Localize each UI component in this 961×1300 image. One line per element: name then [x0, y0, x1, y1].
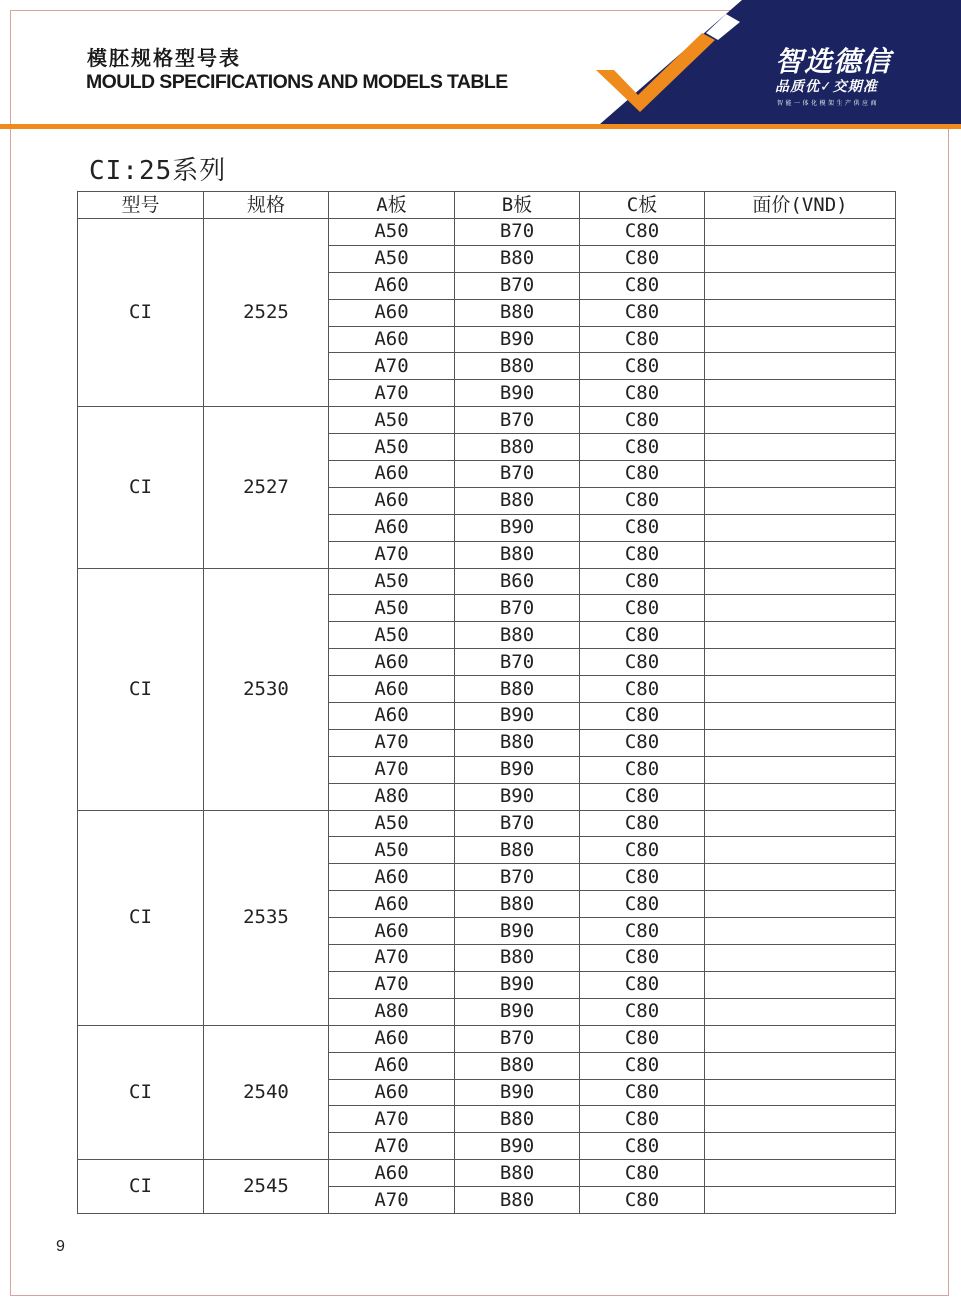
b-plate-cell: B90 [455, 1133, 580, 1160]
c-plate-cell: C80 [580, 998, 705, 1025]
price-cell [705, 756, 896, 783]
price-cell [705, 945, 896, 972]
price-cell [705, 649, 896, 676]
b-plate-cell: B70 [455, 595, 580, 622]
a-plate-cell: A70 [329, 971, 455, 998]
a-plate-cell: A70 [329, 945, 455, 972]
a-plate-cell: A50 [329, 219, 455, 246]
c-plate-cell: C80 [580, 864, 705, 891]
c-plate-cell: C80 [580, 487, 705, 514]
c-plate-cell: C80 [580, 676, 705, 703]
b-plate-cell: B70 [455, 810, 580, 837]
c-plate-cell: C80 [580, 1160, 705, 1187]
b-plate-cell: B80 [455, 1160, 580, 1187]
a-plate-cell: A70 [329, 756, 455, 783]
a-plate-cell: A60 [329, 1079, 455, 1106]
price-cell [705, 541, 896, 568]
a-plate-cell: A50 [329, 810, 455, 837]
c-plate-cell: C80 [580, 380, 705, 407]
table-header-row [78, 192, 896, 219]
spec-cell: 2530 [204, 568, 329, 810]
table-body [78, 219, 896, 1214]
c-plate-cell: C80 [580, 1187, 705, 1214]
price-cell [705, 676, 896, 703]
spec-table [77, 191, 896, 1214]
a-plate-cell: A60 [329, 1052, 455, 1079]
table-row [78, 219, 896, 246]
model-cell: CI [78, 407, 204, 568]
a-plate-cell: A60 [329, 864, 455, 891]
table-row [78, 568, 896, 595]
b-plate-cell: B80 [455, 299, 580, 326]
c-plate-cell: C80 [580, 649, 705, 676]
c-plate-cell: C80 [580, 1106, 705, 1133]
b-plate-cell: B90 [455, 971, 580, 998]
b-plate-cell: B80 [455, 837, 580, 864]
c-plate-cell: C80 [580, 595, 705, 622]
c-plate-cell: C80 [580, 971, 705, 998]
spec-cell: 2545 [204, 1160, 329, 1214]
price-cell [705, 245, 896, 272]
spec-cell: 2535 [204, 810, 329, 1025]
b-plate-cell: B80 [455, 622, 580, 649]
a-plate-cell: A60 [329, 326, 455, 353]
b-plate-cell: B70 [455, 649, 580, 676]
a-plate-cell: A70 [329, 353, 455, 380]
b-plate-cell: B80 [455, 1187, 580, 1214]
c-plate-cell: C80 [580, 756, 705, 783]
b-plate-cell: B80 [455, 353, 580, 380]
price-cell [705, 487, 896, 514]
b-plate-cell: B90 [455, 326, 580, 353]
c-plate-cell: C80 [580, 1052, 705, 1079]
c-plate-cell: C80 [580, 1133, 705, 1160]
b-plate-cell: B70 [455, 219, 580, 246]
a-plate-cell: A60 [329, 649, 455, 676]
b-plate-cell: B70 [455, 272, 580, 299]
model-cell: CI [78, 1160, 204, 1214]
b-plate-cell: B70 [455, 1025, 580, 1052]
price-cell [705, 1025, 896, 1052]
b-plate-cell: B70 [455, 461, 580, 488]
c-plate-cell: C80 [580, 245, 705, 272]
brand-name: 智选德信 [775, 45, 892, 78]
c-plate-cell: C80 [580, 461, 705, 488]
c-plate-cell: C80 [580, 945, 705, 972]
header-spec: 规格 [204, 192, 329, 219]
price-cell [705, 1187, 896, 1214]
price-cell [705, 380, 896, 407]
price-cell [705, 918, 896, 945]
b-plate-cell: B90 [455, 1079, 580, 1106]
c-plate-cell: C80 [580, 568, 705, 595]
b-plate-cell: B60 [455, 568, 580, 595]
a-plate-cell: A70 [329, 541, 455, 568]
a-plate-cell: A50 [329, 568, 455, 595]
price-cell [705, 407, 896, 434]
price-cell [705, 299, 896, 326]
table-row [78, 1160, 896, 1187]
a-plate-cell: A60 [329, 299, 455, 326]
table-row [78, 407, 896, 434]
c-plate-cell: C80 [580, 353, 705, 380]
a-plate-cell: A70 [329, 1187, 455, 1214]
c-plate-cell: C80 [580, 434, 705, 461]
a-plate-cell: A60 [329, 1025, 455, 1052]
c-plate-cell: C80 [580, 810, 705, 837]
b-plate-cell: B90 [455, 703, 580, 730]
a-plate-cell: A70 [329, 1133, 455, 1160]
price-cell [705, 810, 896, 837]
price-cell [705, 837, 896, 864]
a-plate-cell: A50 [329, 245, 455, 272]
a-plate-cell: A80 [329, 998, 455, 1025]
header-divider [0, 124, 961, 129]
c-plate-cell: C80 [580, 783, 705, 810]
table-row [78, 1025, 896, 1052]
a-plate-cell: A50 [329, 837, 455, 864]
a-plate-cell: A60 [329, 891, 455, 918]
b-plate-cell: B80 [455, 1106, 580, 1133]
price-cell [705, 1160, 896, 1187]
price-cell [705, 998, 896, 1025]
price-cell [705, 783, 896, 810]
a-plate-cell: A80 [329, 783, 455, 810]
b-plate-cell: B70 [455, 407, 580, 434]
a-plate-cell: A50 [329, 595, 455, 622]
price-cell [705, 1133, 896, 1160]
c-plate-cell: C80 [580, 541, 705, 568]
price-cell [705, 514, 896, 541]
c-plate-cell: C80 [580, 837, 705, 864]
b-plate-cell: B80 [455, 676, 580, 703]
page-title-cn: 模胚规格型号表 [87, 46, 241, 70]
b-plate-cell: B80 [455, 1052, 580, 1079]
a-plate-cell: A50 [329, 622, 455, 649]
a-plate-cell: A60 [329, 676, 455, 703]
c-plate-cell: C80 [580, 299, 705, 326]
price-cell [705, 434, 896, 461]
brand-slogan: 品质优✓交期准 [775, 79, 878, 95]
series-title: CI:25系列 [89, 156, 227, 186]
model-cell: CI [78, 219, 204, 407]
price-cell [705, 461, 896, 488]
c-plate-cell: C80 [580, 514, 705, 541]
c-plate-cell: C80 [580, 891, 705, 918]
header-c-plate: C板 [580, 192, 705, 219]
brand-tagline: 智能一体化模架生产供应商 [777, 100, 880, 107]
b-plate-cell: B80 [455, 245, 580, 272]
price-cell [705, 891, 896, 918]
c-plate-cell: C80 [580, 1025, 705, 1052]
b-plate-cell: B80 [455, 891, 580, 918]
a-plate-cell: A60 [329, 461, 455, 488]
b-plate-cell: B90 [455, 514, 580, 541]
c-plate-cell: C80 [580, 407, 705, 434]
b-plate-cell: B90 [455, 783, 580, 810]
a-plate-cell: A60 [329, 703, 455, 730]
price-cell [705, 1052, 896, 1079]
c-plate-cell: C80 [580, 729, 705, 756]
header-model: 型号 [78, 192, 204, 219]
model-cell: CI [78, 1025, 204, 1159]
b-plate-cell: B90 [455, 918, 580, 945]
price-cell [705, 729, 896, 756]
b-plate-cell: B80 [455, 729, 580, 756]
b-plate-cell: B90 [455, 380, 580, 407]
c-plate-cell: C80 [580, 1079, 705, 1106]
spec-cell: 2540 [204, 1025, 329, 1159]
a-plate-cell: A60 [329, 1160, 455, 1187]
b-plate-cell: B80 [455, 487, 580, 514]
price-cell [705, 353, 896, 380]
price-cell [705, 864, 896, 891]
header-price: 面价(VND) [705, 192, 896, 219]
spec-cell: 2527 [204, 407, 329, 568]
price-cell [705, 272, 896, 299]
price-cell [705, 568, 896, 595]
model-cell: CI [78, 810, 204, 1025]
c-plate-cell: C80 [580, 272, 705, 299]
a-plate-cell: A60 [329, 918, 455, 945]
c-plate-cell: C80 [580, 622, 705, 649]
price-cell [705, 1079, 896, 1106]
page-number: 9 [56, 1238, 65, 1255]
c-plate-cell: C80 [580, 703, 705, 730]
c-plate-cell: C80 [580, 219, 705, 246]
b-plate-cell: B90 [455, 756, 580, 783]
a-plate-cell: A60 [329, 272, 455, 299]
b-plate-cell: B80 [455, 434, 580, 461]
header-b-plate: B板 [455, 192, 580, 219]
page-title-en: MOULD SPECIFICATIONS AND MODELS TABLE [86, 71, 508, 93]
a-plate-cell: A60 [329, 514, 455, 541]
c-plate-cell: C80 [580, 326, 705, 353]
b-plate-cell: B70 [455, 864, 580, 891]
price-cell [705, 219, 896, 246]
b-plate-cell: B80 [455, 541, 580, 568]
b-plate-cell: B80 [455, 945, 580, 972]
a-plate-cell: A70 [329, 729, 455, 756]
a-plate-cell: A70 [329, 1106, 455, 1133]
price-cell [705, 1106, 896, 1133]
header-a-plate: A板 [329, 192, 455, 219]
spec-cell: 2525 [204, 219, 329, 407]
a-plate-cell: A50 [329, 407, 455, 434]
a-plate-cell: A50 [329, 434, 455, 461]
price-cell [705, 622, 896, 649]
b-plate-cell: B90 [455, 998, 580, 1025]
price-cell [705, 971, 896, 998]
price-cell [705, 703, 896, 730]
c-plate-cell: C80 [580, 918, 705, 945]
model-cell: CI [78, 568, 204, 810]
a-plate-cell: A70 [329, 380, 455, 407]
price-cell [705, 326, 896, 353]
price-cell [705, 595, 896, 622]
table-row [78, 810, 896, 837]
a-plate-cell: A60 [329, 487, 455, 514]
